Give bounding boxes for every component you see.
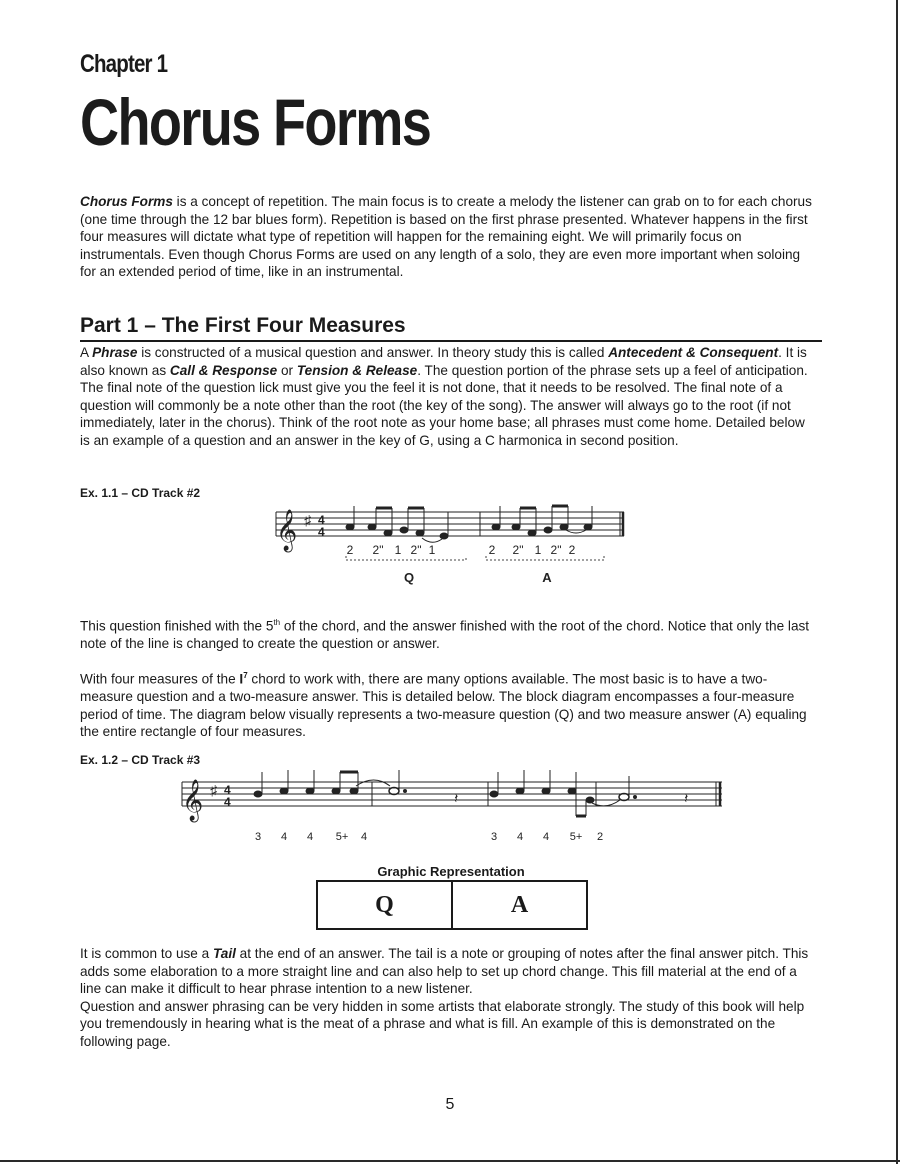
example-2-label: Ex. 1.2 – CD Track #3 [80,753,201,767]
tail-paragraph: It is common to use a Tail at the end of an answer. The tail is a note or grouping of notes after the final answer pitch. This adds some elaboration to a more straight line and can also help to set up chord change. This fill material at the end of a line can make it difficult to hear phrase intention to a new listener. Question and answer phrasing can be very hidden in some artists that elaborate strongly. The study of this book will help you tremendously in hearing what is the meat of a phrase and what is fill. An example of this is demonstrated on the following page. [80,946,809,1049]
graphic-title: Graphic Representation [377,864,525,879]
chapter-label: Chapter 1 [80,50,168,78]
svg-text:4: 4 [516,831,524,843]
svg-text:𝄞: 𝄞 [276,509,298,550]
term-phrase: Phrase [92,345,138,360]
tab-q-4: 2" [410,543,422,557]
term-tension-release: Tension & Release [296,362,418,378]
page-number: 5 [445,1096,455,1113]
time-sig-top: 4 [318,513,325,527]
svg-text:4: 4 [224,795,231,809]
tab-a-2: 2" [512,543,524,557]
tab-a-3: 1 [534,543,542,557]
question-label: Q [403,570,415,585]
svg-text:4: 4 [280,831,288,843]
answer-label: A [542,570,552,585]
page-edge-right [896,0,898,1164]
svg-text:♯: ♯ [304,512,311,528]
tab-a-5: 2 [568,543,576,557]
tab-q-2: 2" [372,543,384,557]
section-heading: Part 1 – The First Four Measures [80,314,822,342]
time-sig-bottom: 4 [318,525,325,539]
svg-text:4: 4 [224,783,231,797]
fifth-paragraph: This question finished with the 5th of the chord, and the answer finished with the root of the chord. Notice that only the last note of the line is changed to create the question or answer. [80,618,810,652]
tab-q-3: 1 [394,543,402,557]
svg-text:𝄽: 𝄽 [454,790,459,806]
svg-text:3: 3 [254,831,262,843]
graphic-question-cell: Q [375,891,394,918]
phrase-paragraph: A Phrase is constructed of a musical question and answer. In theory study this is called Antecedent & Consequent. It is also known as Call & Response or Tension & Release. The question portion of the phrase sets up a feel of anticipation. The final note of the question lick must give you the feel it is not done, that it needs to be resolved. The final note of a question will commonly be a note other than the root (the key of the song). The answer will always go to the root (if not immediately, later in the chorus). Think of the root note as your home base; all phrases must come home. Detailed below is an example of a question and an answer in the key of G, using a C harmonica in second position. [80,345,808,448]
term-antecedent: Antecedent & Consequent [608,345,779,360]
example-1-notation [270,500,630,600]
tab-q-1: 2 [346,543,354,557]
svg-text:4: 4 [306,831,314,843]
tab-a-4: 2" [550,543,562,557]
tab-q-5: 1 [428,543,436,557]
term-call-response: Call & Response [169,362,278,378]
graphic-block-diagram [316,880,588,930]
example-1-label: Ex. 1.1 – CD Track #2 [80,486,201,500]
four-measure-paragraph: With four measures of the $I^7$ chord to work with, there are many options available. The most basic is to have a two-measure question and a two-measure answer. This is detailed below. The block diagram encompasses a four-measure period of time. The diagram below visually represents a two-measure question (Q) and two measure answer (A) equaling the entire rectangle of four measures. [80,671,807,740]
term-tail: Tail [212,946,236,961]
svg-text:5+: 5+ [335,831,349,843]
svg-text:3: 3 [490,831,498,843]
svg-text:5+: 5+ [569,831,583,843]
example-2-notation [176,770,726,850]
svg-text:𝄽: 𝄽 [684,790,689,806]
svg-text:4: 4 [360,831,368,843]
svg-text:♯: ♯ [210,782,217,798]
intro-paragraph: Chorus Forms is a concept of repetition. The main focus is to create a melody the listener can grab on to for each chorus (one time through the 12 bar blues form). Repetition is based on the first phrase presented. Whatever happens in the first four measures will dictate what type of repetition will happen for the remaining eight. We will primarily focus on instrumentals. Even though Chorus Forms are used on any length of a solo, they are even more important when soloing for an extended period of time, like in an instrumental. [80,194,812,279]
svg-text:2: 2 [596,831,604,843]
svg-text:4: 4 [542,831,550,843]
tab-a-1: 2 [488,543,496,557]
page-edge-bottom [0,1160,900,1162]
intro-term: Chorus Forms [80,194,173,209]
svg-text:𝄞: 𝄞 [182,779,204,820]
graphic-answer-cell: A [451,882,586,928]
chapter-title: Chorus Forms [80,85,431,159]
